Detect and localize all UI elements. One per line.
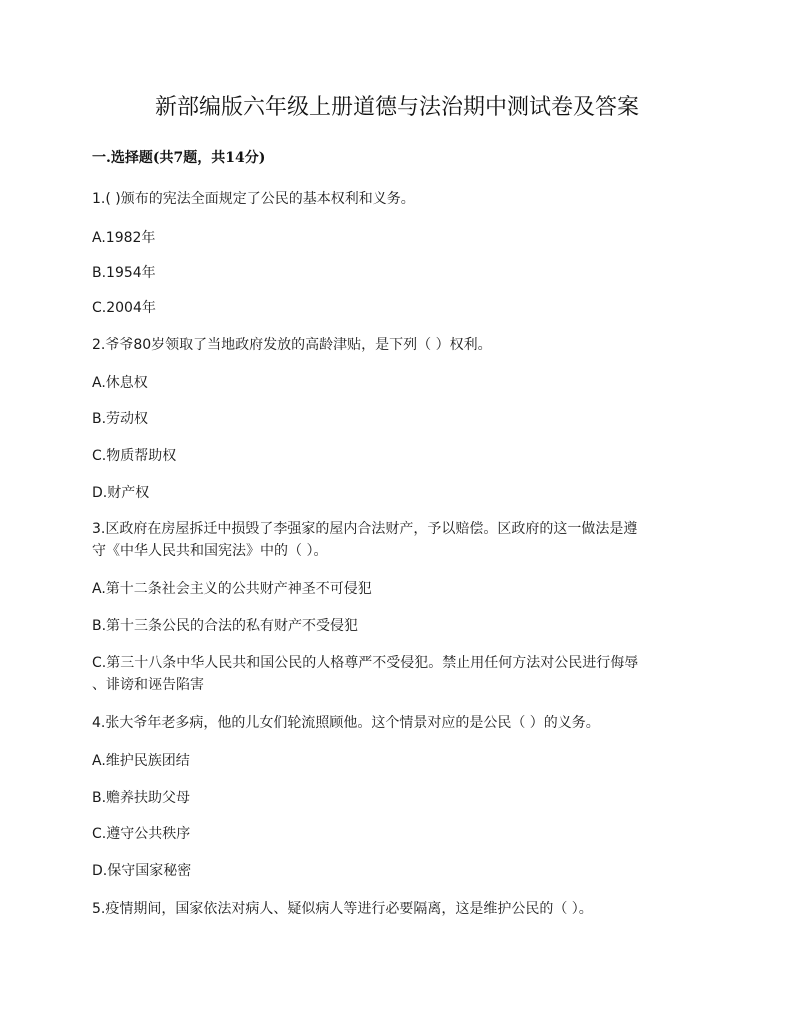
question-2-option-c: C.物质帮助权 [92, 448, 177, 464]
question-4-option-d: D.保守国家秘密 [92, 863, 192, 879]
question-2-option-d: D.财产权 [92, 485, 150, 501]
question-4-option-b: B.赡养扶助父母 [92, 790, 191, 806]
question-3-option-c-line-2: 、诽谤和诬告陷害 [92, 677, 204, 693]
document-title: 新部编版六年级上册道德与法治期中测试卷及答案 [154, 95, 639, 120]
section-heading: 一.选择题(共7题，共14分) [92, 150, 266, 166]
question-3-option-b: B.第十三条公民的合法的私有财产不受侵犯 [92, 618, 359, 634]
question-1-stem: 1.( )颁布的宪法全面规定了公民的基本权利和义务。 [92, 191, 415, 207]
question-4-option-c: C.遵守公共秩序 [92, 826, 191, 842]
question-2-option-a: A.休息权 [92, 375, 148, 391]
question-4-option-a: A.维护民族团结 [92, 753, 190, 769]
question-1-option-a: A.1982年 [92, 230, 156, 246]
question-5-stem: 5.疫情期间，国家依法对病人、疑似病人等进行必要隔离，这是维护公民的（ ）。 [92, 901, 593, 917]
question-1-option-c: C.2004年 [92, 300, 156, 316]
question-3-option-a: A.第十二条社会主义的公共财产神圣不可侵犯 [92, 581, 372, 597]
question-3-stem-line-2: 守《中华人民共和国宪法》中的（ ）。 [92, 543, 328, 559]
question-3-stem-line-1: 3.区政府在房屋拆迁中损毁了李强家的屋内合法财产，予以赔偿。区政府的这一做法是遵 [92, 521, 638, 537]
question-3-option-c-line-1: C.第三十八条中华人民共和国公民的人格尊严不受侵犯。禁止用任何方法对公民进行侮辱 [92, 655, 639, 671]
question-4-stem: 4.张大爷年老多病，他的儿女们轮流照顾他。这个情景对应的是公民（ ）的义务。 [92, 715, 600, 731]
question-1-option-b: B.1954年 [92, 265, 156, 281]
question-2-option-b: B.劳动权 [92, 411, 149, 427]
question-2-stem: 2.爷爷80岁领取了当地政府发放的高龄津贴，是下列（ ）权利。 [92, 337, 492, 353]
